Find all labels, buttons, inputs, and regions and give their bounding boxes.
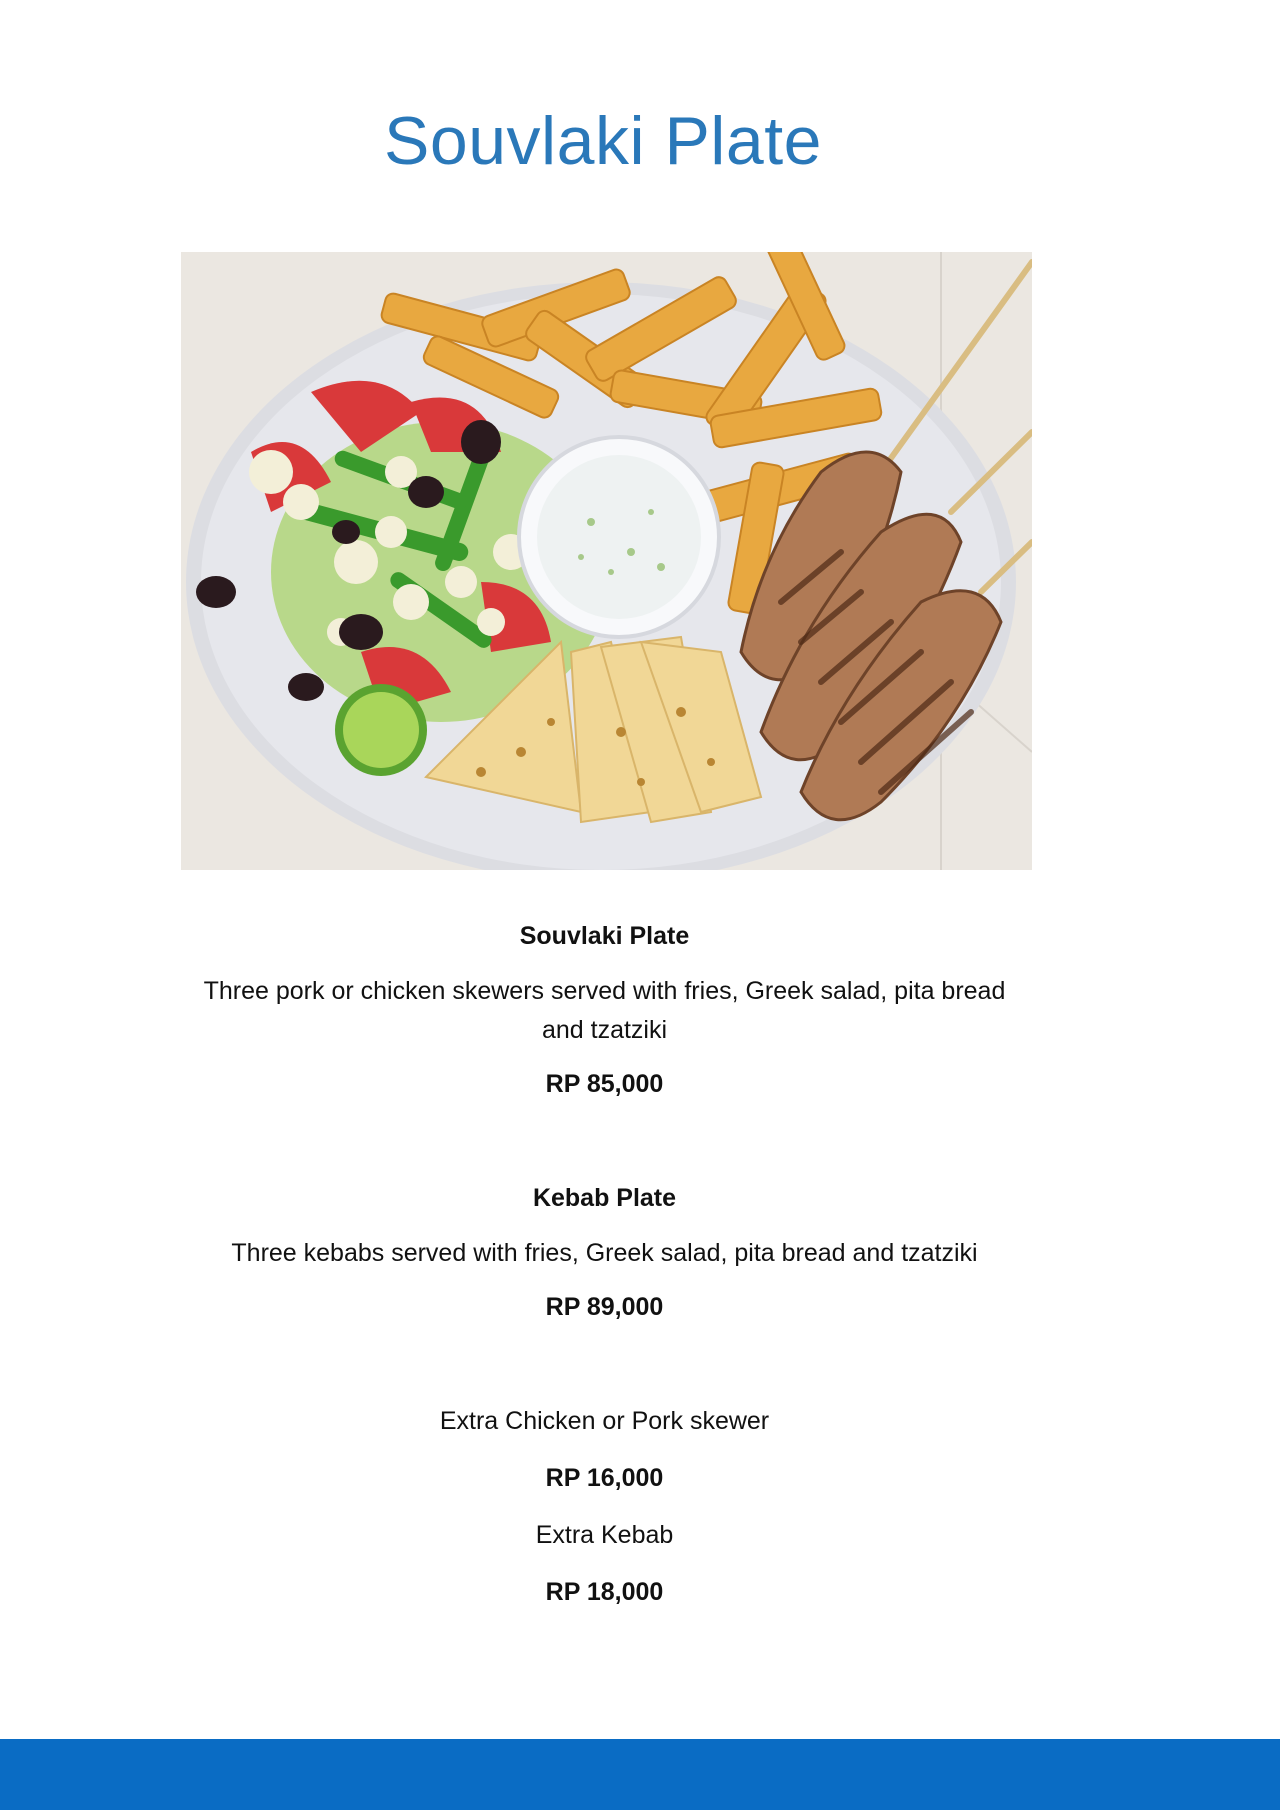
- item-price: RP 89,000: [545, 1293, 664, 1321]
- item-description: Three pork or chicken skewers served with fries, Greek salad, pita bread and tzatziki: [203, 977, 1006, 1044]
- menu-item: [181, 1182, 1028, 1323]
- item-price: RP 85,000: [545, 1070, 664, 1098]
- extra-price: RP 18,000: [545, 1578, 664, 1606]
- menu-item: [181, 920, 1028, 1100]
- page-title: Souvlaki Plate: [384, 103, 822, 179]
- item-name: Souvlaki Plate: [519, 922, 690, 950]
- footer-band: [0, 1739, 1280, 1810]
- menu-list: [181, 920, 1028, 1633]
- extra-name: Extra Kebab: [535, 1521, 674, 1549]
- extra-name: Extra Chicken or Pork skewer: [439, 1407, 770, 1435]
- item-name: Kebab Plate: [532, 1184, 677, 1212]
- item-description: Three kebabs served with fries, Greek salad, pita bread and tzatziki: [231, 1239, 978, 1267]
- extra-price: RP 16,000: [545, 1464, 664, 1492]
- souvlaki-plate-photo: [181, 252, 1032, 870]
- extras-list: [181, 1405, 1028, 1608]
